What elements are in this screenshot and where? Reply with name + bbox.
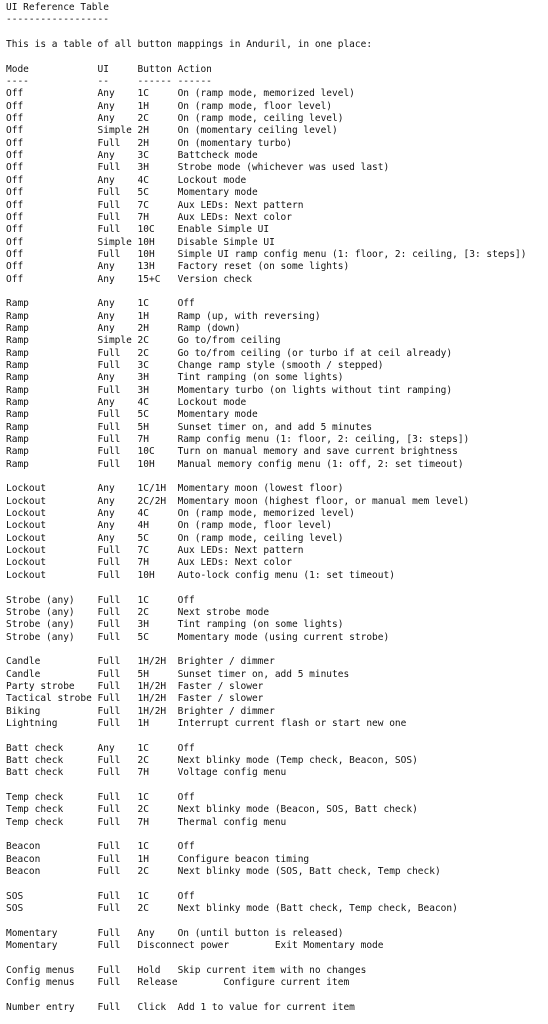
table-row: Ramp Full 5H Sunset timer on, and add 5 minutes [6, 421, 373, 433]
table-row: Off Full 5C Momentary mode [6, 187, 258, 199]
section-spacer [6, 780, 548, 792]
table-row: Lockout Any 4C On (ramp mode, memorized level) [6, 508, 355, 520]
section-spacer [6, 952, 548, 964]
section-spacer [6, 730, 548, 742]
table-row: Lockout Full 10H Auto-lock config menu (1: set timeout) [6, 569, 395, 581]
table-row: Batt check Full 7H Voltage config menu [6, 767, 287, 779]
table-row: Ramp Full 3H Momentary turbo (on lights without tint ramping) [6, 384, 453, 396]
table-row: Ramp Simple 2C Go to/from ceiling [6, 335, 281, 347]
table-row: Ramp Any 2H Ramp (down) [6, 322, 241, 334]
table-row: Strobe (any) Full 5C Momentary mode (using current strobe) [6, 631, 390, 643]
table-row: Off Any 1H On (ramp mode, floor level) [6, 100, 333, 112]
title-underline: ------------------ [6, 14, 109, 26]
table-row: Temp check Full 1C Off [6, 792, 195, 803]
table-row: Lockout Any 1C/1H Momentary moon (lowest floor) [6, 483, 344, 495]
spacer [6, 51, 548, 63]
button-mapping-table [6, 64, 548, 1014]
table-row: Momentary Full Disconnect power Exit Momentary mode [6, 940, 384, 952]
table-row: Party strobe Full 1H/2H Faster / slower [6, 680, 264, 692]
table-row: Momentary Full Any On (until button is released) [6, 927, 344, 939]
table-row: Ramp Full 10H Manual memory config menu (1: off, 2: set timeout) [6, 458, 464, 470]
section-spacer [6, 582, 548, 594]
document-title: UI Reference Table [6, 2, 109, 13]
table-row: SOS Full 1C Off [6, 890, 195, 902]
table-row: Beacon Full 1H Configure beacon timing [6, 853, 310, 865]
table-row: Batt check Full 2C Next blinky mode (Temp check, Beacon, SOS) [6, 754, 418, 766]
table-row: Off Simple 2H On (momentary ceiling level) [6, 125, 338, 137]
section-spacer [6, 990, 548, 1002]
table-row: Lockout Any 4H On (ramp mode, floor level) [6, 520, 333, 532]
table-row: Config menus Full Release Configure current item [6, 977, 350, 989]
table-row: Ramp Full 3C Change ramp style (smooth / stepped) [6, 359, 384, 371]
section-spacer [6, 286, 548, 298]
table-row: SOS Full 2C Next blinky mode (Batt check, Temp check, Beacon) [6, 903, 458, 915]
table-row: Batt check Any 1C Off [6, 742, 195, 754]
section-spacer [6, 878, 548, 890]
table-row: Lockout Any 5C On (ramp mode, ceiling level) [6, 532, 344, 544]
section-spacer [6, 829, 548, 841]
table-row: Off Any 13H Factory reset (on some lights) [6, 261, 350, 273]
table-row: Strobe (any) Full 2C Next strobe mode [6, 606, 270, 618]
table-row: Off Full 10H Simple UI ramp config menu (1: floor, 2: ceiling, [3: steps]) [6, 248, 527, 260]
table-row: Candle Full 5H Sunset timer on, add 5 minutes [6, 668, 350, 680]
table-row: Ramp Full 2C Go to/from ceiling (or turbo if at ceil already) [6, 347, 453, 359]
table-row: Off Full 2H On (momentary turbo) [6, 137, 292, 149]
table-row: Ramp Full 5C Momentary mode [6, 409, 258, 421]
table-row: Lockout Full 7H Aux LEDs: Next color [6, 557, 292, 569]
table-row: Ramp Any 4C Lockout mode [6, 397, 247, 408]
table-row: Config menus Full Hold Skip current item with no changes [6, 964, 367, 976]
table-row: Off Any 4C Lockout mode [6, 174, 247, 186]
table-row: Temp check Full 7H Thermal config menu [6, 816, 287, 828]
section-spacer [6, 471, 548, 483]
table-row: Ramp Full 7H Ramp config menu (1: floor, 2: ceiling, [3: steps]) [6, 434, 470, 446]
table-row: Strobe (any) Full 1C Off [6, 594, 195, 606]
table-row: Lockout Any 2C/2H Momentary moon (highest floor, or manual mem level) [6, 495, 470, 507]
table-row: Off Any 15+C Version check [6, 273, 252, 285]
intro-text: This is a table of all button mappings in Anduril, in one place: [6, 39, 373, 51]
table-row: Lockout Full 7C Aux LEDs: Next pattern [6, 545, 304, 557]
section-spacer [6, 915, 548, 927]
table-header: Mode UI Button Action [6, 63, 212, 75]
table-row: Off Any 3C Battcheck mode [6, 150, 258, 162]
section-spacer [6, 644, 548, 656]
spacer [6, 27, 548, 39]
table-row: Tactical strobe Full 1H/2H Faster / slower [6, 693, 264, 705]
table-row: Off Any 1C On (ramp mode, memorized level) [6, 88, 355, 100]
table-row: Biking Full 1H/2H Brighter / dimmer [6, 705, 275, 717]
table-row: Lightning Full 1H Interrupt current flash or start new one [6, 717, 407, 729]
table-row: Ramp Any 1C Off [6, 298, 195, 310]
table-row: Ramp Any 1H Ramp (up, with reversing) [6, 310, 321, 322]
table-row: Off Full 7C Aux LEDs: Next pattern [6, 199, 304, 211]
table-row: Off Any 2C On (ramp mode, ceiling level) [6, 113, 344, 125]
table-row: Temp check Full 2C Next blinky mode (Beacon, SOS, Batt check) [6, 804, 418, 816]
table-row: Off Full 10C Enable Simple UI [6, 224, 270, 236]
table-row: Beacon Full 2C Next blinky mode (SOS, Batt check, Temp check) [6, 866, 441, 878]
table-header-rule: ---- -- ------ ------ [6, 76, 212, 88]
table-row: Number entry Full Click Add 1 to value for current item [6, 1001, 355, 1013]
table-row: Off Simple 10H Disable Simple UI [6, 236, 275, 248]
table-row: Off Full 3H Strobe mode (whichever was used last) [6, 162, 390, 174]
table-row: Beacon Full 1C Off [6, 841, 195, 853]
table-row: Strobe (any) Full 3H Tint ramping (on some lights) [6, 619, 344, 631]
table-row: Ramp Any 3H Tint ramping (on some lights) [6, 372, 344, 384]
table-row: Ramp Full 10C Turn on manual memory and save current brightness [6, 446, 458, 458]
table-row: Off Full 7H Aux LEDs: Next color [6, 211, 292, 223]
table-row: Candle Full 1H/2H Brighter / dimmer [6, 656, 275, 668]
